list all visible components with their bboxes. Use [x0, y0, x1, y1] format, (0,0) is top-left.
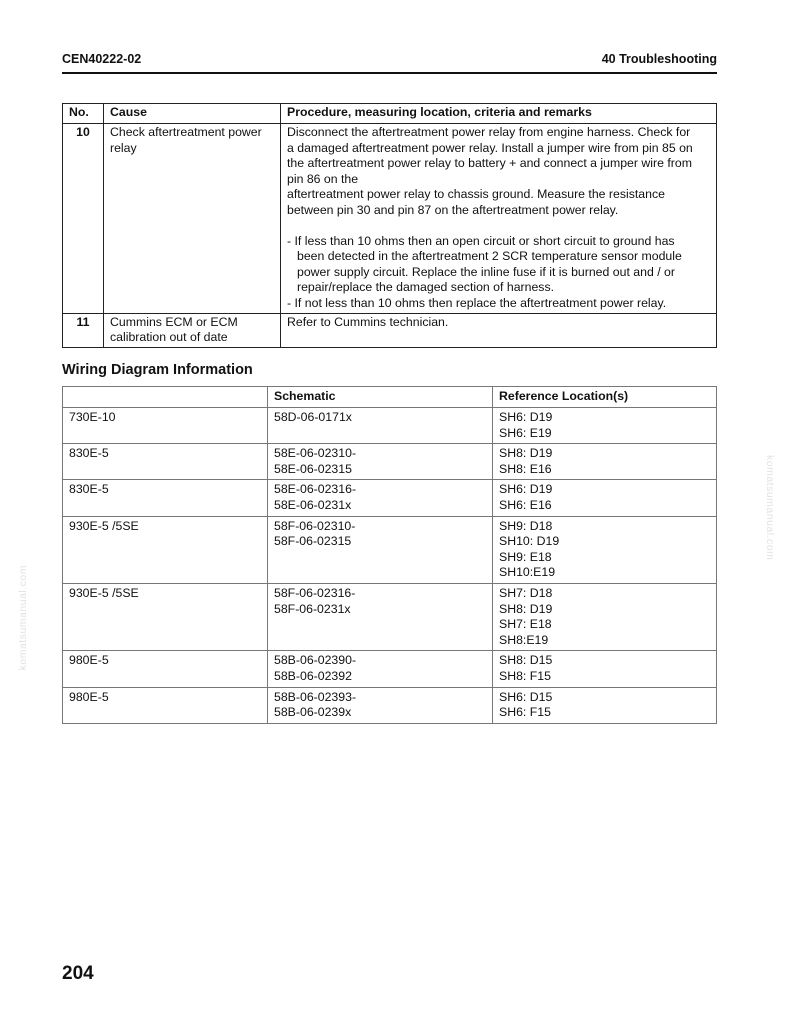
schematic-number: 58E-06-0231x: [274, 497, 352, 512]
page-header: [62, 50, 717, 74]
table-row: [63, 313, 717, 347]
reference-location: SH6: D19: [499, 410, 553, 424]
schematic-number: 58B-06-02392: [274, 668, 352, 683]
reference-location: SH8:E19: [499, 632, 549, 647]
schematic-cell: [268, 408, 493, 444]
reference-location-cell: [493, 408, 717, 444]
reference-location: SH6: D15: [499, 689, 553, 704]
reference-location-cell: [493, 480, 717, 516]
table-row: [63, 687, 717, 723]
table-header-row: [63, 387, 717, 408]
reference-location: SH8: D15: [499, 653, 553, 668]
reference-location: SH8: F15: [499, 668, 551, 683]
schematic-cell: [268, 583, 493, 650]
schematic-number: 58E-06-02310-: [274, 446, 357, 461]
header-cause: Cause: [104, 104, 281, 124]
model-cell: 980E-5: [63, 687, 268, 723]
bullet-line: been detected in the aftertreatment 2 SCR temperature sensor module: [297, 249, 682, 264]
schematic-number: 58F-06-02315: [274, 534, 352, 549]
row-procedure: Refer to Cummins technician.: [281, 313, 717, 347]
schematic-cell: [268, 480, 493, 516]
row-number: 10: [63, 124, 104, 314]
reference-location: SH6: F15: [499, 705, 551, 720]
schematic-cell: [268, 687, 493, 723]
model-cell: 830E-5: [63, 480, 268, 516]
wiring-diagram-heading: Wiring Diagram Information: [62, 362, 253, 378]
procedure-line: aftertreatment power relay to chassis ground. Measure the resistance: [287, 187, 665, 202]
model-cell: 730E-10: [63, 408, 268, 444]
table-row: [63, 124, 717, 314]
reference-location: SH7: D18: [499, 585, 553, 600]
schematic-number: 58F-06-02316-: [274, 585, 356, 600]
reference-location: SH7: E18: [499, 617, 552, 632]
bullet-line: power supply circuit. Replace the inline fuse if it is burned out and / or: [297, 264, 675, 279]
procedure-line: a damaged aftertreatment power relay. Install a jumper wire from pin 85 on: [287, 140, 693, 155]
reference-location-cell: [493, 516, 717, 583]
troubleshooting-table: [62, 103, 717, 348]
reference-location: SH10: D19: [499, 534, 560, 549]
model-cell: 930E-5 /5SE: [63, 583, 268, 650]
header-no: No.: [63, 104, 104, 124]
document-id: CEN40222-02: [62, 52, 142, 66]
page-number: 204: [62, 963, 94, 984]
watermark-right: komatsumanual.com: [764, 455, 776, 561]
schematic-cell: [268, 516, 493, 583]
wiring-diagram-table: [62, 386, 717, 724]
model-cell: 930E-5 /5SE: [63, 516, 268, 583]
reference-location-cell: [493, 583, 717, 650]
section-title: 40 Troubleshooting: [601, 52, 717, 66]
reference-location: SH8: D19: [499, 601, 553, 616]
schematic-cell: [268, 444, 493, 480]
row-procedure: [281, 124, 717, 314]
reference-location: SH6: E16: [499, 497, 552, 512]
table-row: [63, 516, 717, 583]
reference-location-cell: [493, 687, 717, 723]
table-row: [63, 651, 717, 687]
table-row: [63, 480, 717, 516]
schematic-number: 58B-06-02393-: [274, 689, 357, 704]
row-cause: Cummins ECM or ECM calibration out of date: [104, 313, 281, 347]
header-model: [63, 387, 268, 408]
schematic-number: 58B-06-02390-: [274, 653, 357, 668]
paragraph-spacer: [287, 219, 710, 234]
schematic-number: 58B-06-0239x: [274, 705, 352, 720]
row-cause: Check aftertreatment power relay: [104, 124, 281, 314]
schematic-number: 58F-06-0231x: [274, 601, 351, 616]
bullet-line: - If less than 10 ohms then an open circuit or short circuit to ground has: [287, 233, 675, 248]
schematic-number: 58E-06-02315: [274, 461, 352, 476]
schematic-number: 58E-06-02316-: [274, 482, 357, 497]
row-number: 11: [63, 313, 104, 347]
reference-location: SH9: E18: [499, 549, 552, 564]
reference-location: SH6: D19: [499, 482, 553, 497]
reference-location-cell: [493, 444, 717, 480]
header-procedure: Procedure, measuring location, criteria and remarks: [281, 104, 717, 124]
bullet-line: repair/replace the damaged section of harness.: [297, 280, 555, 295]
table-row: [63, 583, 717, 650]
bullet-line: - If not less than 10 ohms then replace the aftertreatment power relay.: [287, 295, 667, 310]
reference-location-cell: [493, 651, 717, 687]
reference-location: SH10:E19: [499, 565, 556, 580]
model-cell: 830E-5: [63, 444, 268, 480]
model-cell: 980E-5: [63, 651, 268, 687]
schematic-cell: [268, 651, 493, 687]
table-row: [63, 408, 717, 444]
procedure-line: the aftertreatment power relay to battery + and connect a jumper wire from: [287, 156, 692, 171]
reference-location: SH6: E19: [499, 425, 552, 440]
reference-location: SH8: D19: [499, 446, 553, 461]
header-schematic: Schematic: [268, 387, 493, 408]
watermark-left: komatsumanual.com: [17, 565, 29, 671]
procedure-line: Disconnect the aftertreatment power relay from engine harness. Check for: [287, 125, 691, 139]
reference-location: SH9: D18: [499, 518, 553, 533]
schematic-number: 58D-06-0171x: [274, 410, 352, 424]
schematic-number: 58F-06-02310-: [274, 518, 356, 533]
procedure-line: between pin 30 and pin 87 on the aftertreatment power relay.: [287, 202, 619, 217]
procedure-line: pin 86 on the: [287, 171, 359, 186]
table-row: [63, 444, 717, 480]
reference-location: SH8: E16: [499, 461, 552, 476]
header-reference-locations: Reference Location(s): [493, 387, 717, 408]
table-header-row: [63, 104, 717, 124]
